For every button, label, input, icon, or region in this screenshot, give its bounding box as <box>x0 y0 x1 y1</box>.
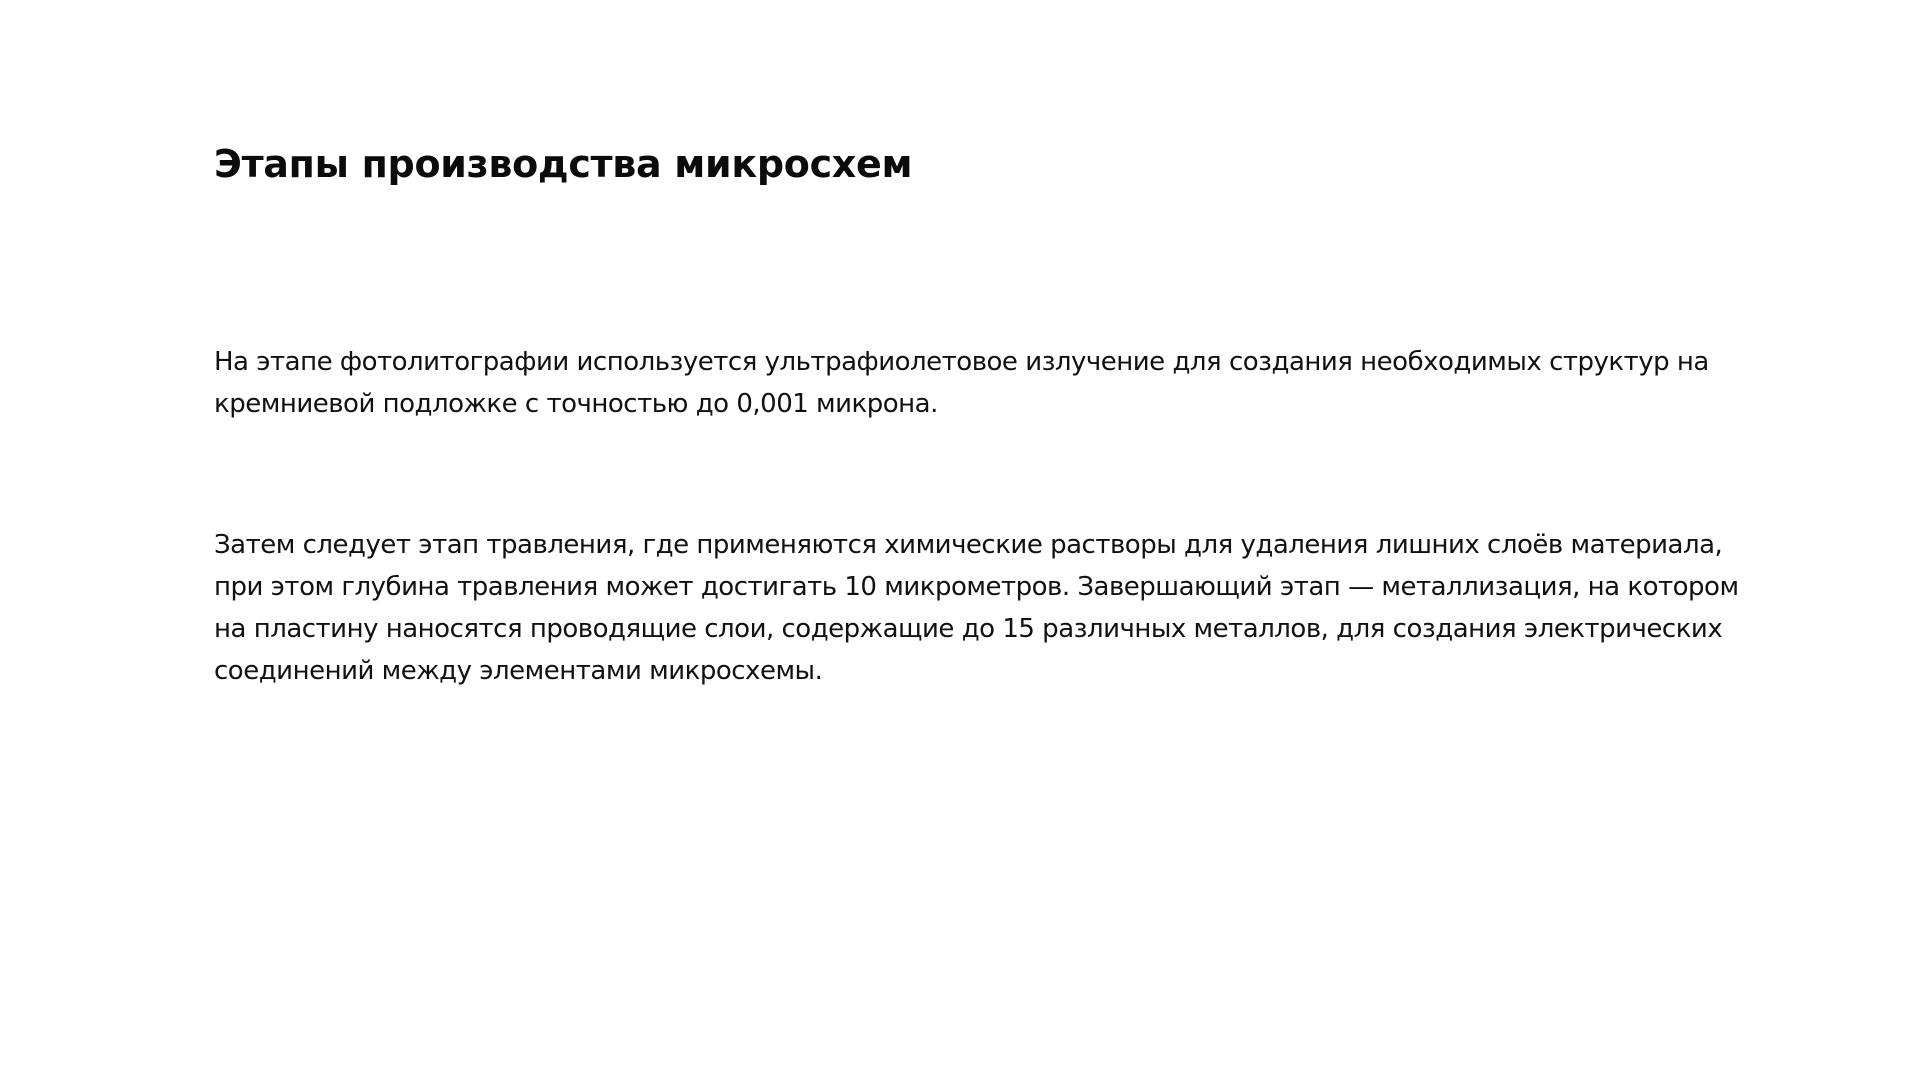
paragraph-etching-metallization: Затем следует этап травления, где применяются химические растворы для удаления лишних слоёв материала, при этом глубина травления может достигать 10 микрометров. Завершающий этап — металлизация, на котором на пластину наносятся проводящие слои, содержащие до 15 различных металлов, для создания электрических соединений между элементами микросхемы. <box>214 530 1739 686</box>
paragraph-photolithography: На этапе фотолитографии используется ультрафиолетовое излучение для создания необходимых структур на кремниевой подложке с точностью до 0,001 микрона. <box>214 347 1709 419</box>
slide-title: Этапы производства микросхем <box>214 142 913 186</box>
